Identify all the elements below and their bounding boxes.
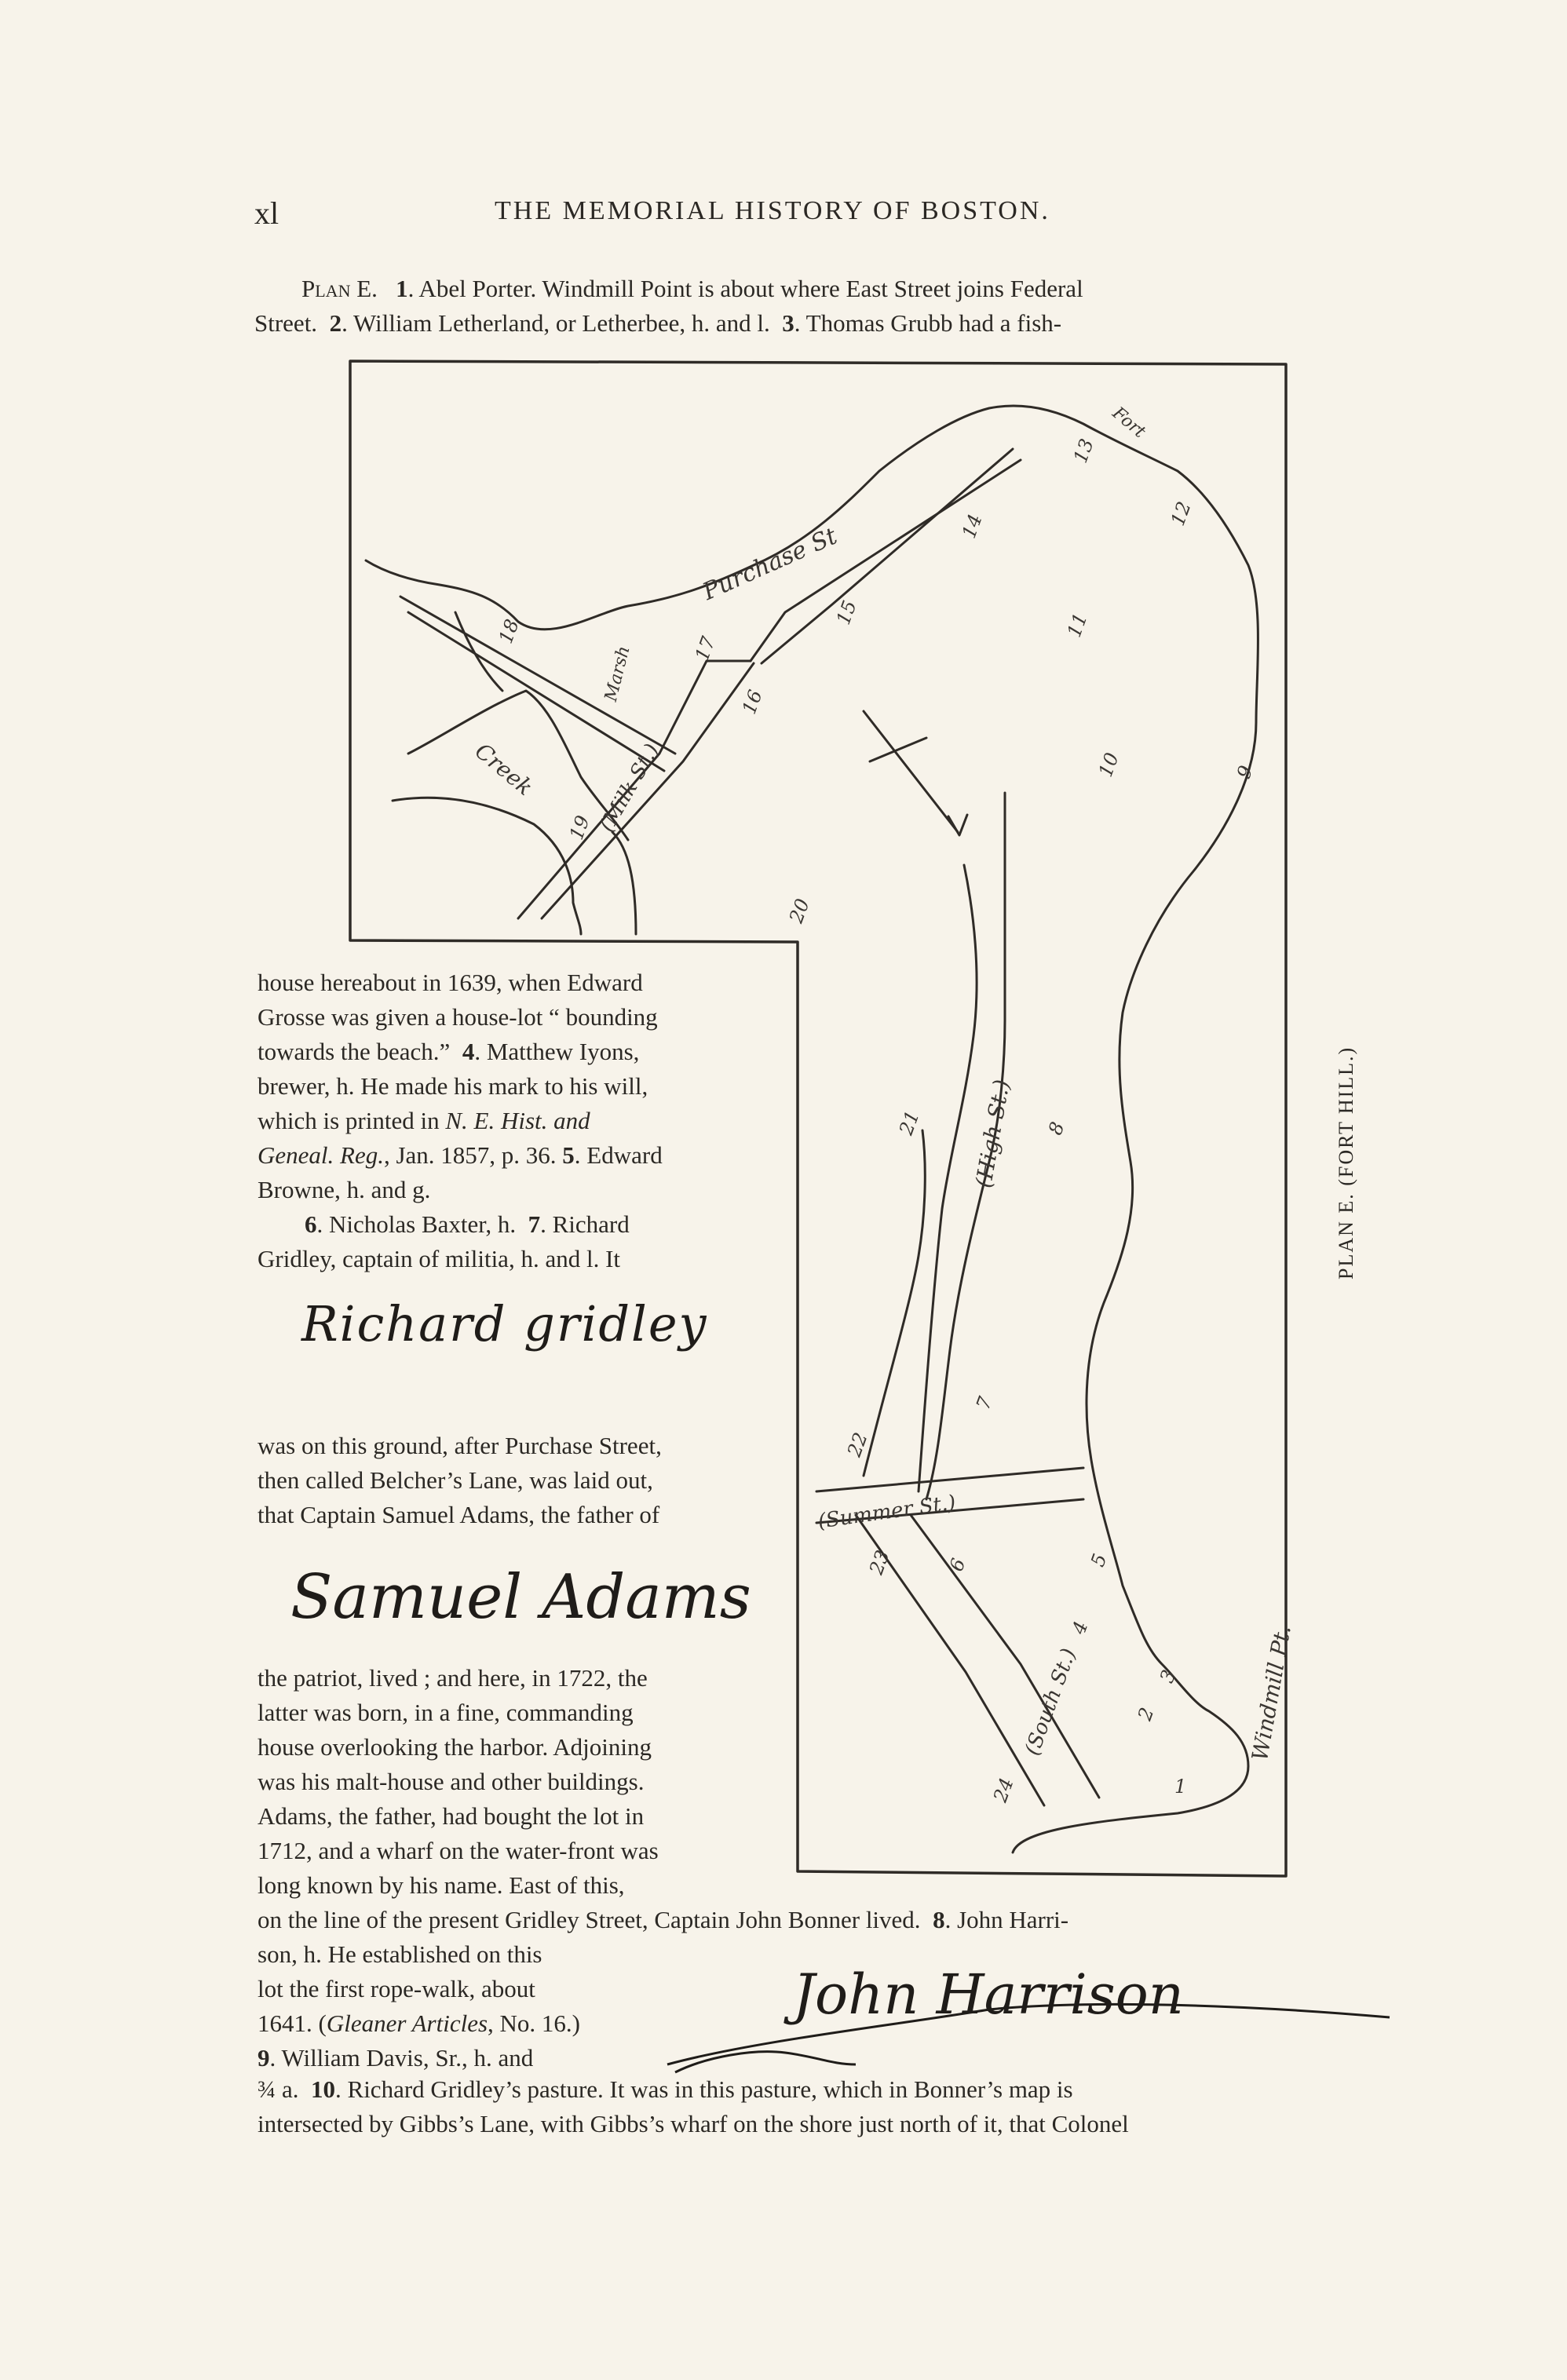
map-number: 8 (1044, 1119, 1069, 1138)
running-head: THE MEMORIAL HISTORY OF BOSTON. (495, 196, 1050, 225)
high-street-line-1 (919, 865, 977, 1491)
text-line: house overlooking the harbor. Adjoining (258, 1733, 652, 1761)
citation-title: Gleaner Articles (326, 2009, 488, 2037)
intro-text: . William Letherland, or Letherbee, h. and l. (342, 309, 776, 337)
map-label-high-st: (High St.) (970, 1077, 1015, 1190)
text-line (258, 1104, 590, 1138)
text-line (258, 1138, 663, 1173)
entry-number: 8 (933, 1906, 945, 1933)
map-number: 13 (1069, 436, 1098, 466)
intro-text: . Thomas Grubb had a fish- (794, 309, 1062, 337)
text-line: Browne, h. and g. (258, 1176, 431, 1203)
text-line: was on this ground, after Purchase Street, (258, 1432, 662, 1459)
entry-number: 2 (329, 309, 342, 337)
map-number: 3 (1156, 1666, 1181, 1686)
text-span: . Richard (540, 1210, 630, 1238)
map-label-purchase-st: Purchase St (699, 522, 842, 606)
map-number: 20 (785, 896, 814, 926)
text-span: . Nicholas Baxter, h. (316, 1210, 522, 1238)
text-line: Gridley, captain of militia, h. and l. It (258, 1245, 621, 1272)
entry-number: 4 (462, 1038, 475, 1065)
entry-number: 6 (305, 1210, 317, 1238)
text-line (258, 1903, 1068, 1937)
map-number: 2 (1134, 1704, 1159, 1724)
creek-branch-2 (612, 832, 636, 934)
map-label-south-st: (South St.) (1021, 1645, 1081, 1759)
text-span: ¾ a. (258, 2075, 305, 2103)
text-span: . William Davis, Sr., h. and (269, 2044, 534, 2072)
text-line (258, 1035, 639, 1069)
map-number: 17 (691, 633, 720, 664)
signature-richard-gridley: Richard gridley (301, 1295, 708, 1352)
text-line: that Captain Samuel Adams, the father of (258, 1501, 660, 1528)
column-text-upper (258, 966, 788, 1279)
map-label-marsh: Marsh (601, 644, 634, 704)
map-number: 4 (1068, 1618, 1093, 1637)
north-arrow (864, 711, 958, 832)
plan-caption: PLAN E. (FORT HILL.) (1335, 1046, 1357, 1279)
text-span: 1641. ( (258, 2009, 327, 2037)
north-arrow-cross (870, 738, 926, 761)
text-line: son, h. He established on this (258, 1940, 542, 1968)
full-width-line (258, 1903, 1404, 1937)
text-span: on the line of the present Gridley Street, Captain John Bonner lived. (258, 1906, 927, 1933)
creek-branch (393, 798, 581, 934)
intro-text: . Abel Porter. Windmill Point is about where East Street joins Federal (407, 275, 1083, 302)
plan-label: Plan E. (301, 275, 378, 302)
map-number: 24 (989, 1775, 1018, 1805)
summer-street-line-1 (816, 1468, 1083, 1491)
text-line: lot the first rope-walk, about (258, 1975, 535, 2002)
text-span: . Richard Gridley’s pasture. It was in this pasture, which in Bonner’s map is (335, 2075, 1073, 2103)
citation-title: N. E. Hist. and (445, 1107, 590, 1134)
text-line (258, 2041, 533, 2075)
map-label-windmill-pt: Windmill Pt. (1247, 1623, 1296, 1763)
text-line: 1712, and a wharf on the water-front was (258, 1837, 659, 1864)
milk-street-line-2 (542, 663, 754, 918)
map-label-summer-st: (Summer St.) (816, 1491, 958, 1534)
map-number: 16 (738, 687, 767, 717)
text-span: . Edward (574, 1141, 663, 1169)
text-line: brewer, h. He made his mark to his will, (258, 1072, 648, 1100)
map-number: 6 (945, 1555, 970, 1575)
text-span: , Jan. 1857, p. 36. (383, 1141, 563, 1169)
signature-john-harrison: John Harrison (793, 1962, 1184, 2027)
map-number: 5 (1087, 1550, 1112, 1570)
map-number: 1 (1174, 1776, 1187, 1798)
entry-number: 10 (311, 2075, 336, 2103)
page-number: xl (254, 195, 279, 231)
map-label-fort: Fort (1108, 403, 1149, 443)
road-diagonal-1 (400, 597, 675, 754)
text-line (258, 2006, 580, 2041)
map-number: 15 (832, 597, 861, 628)
text-span: towards the beach.” (258, 1038, 457, 1065)
map-number: 18 (495, 616, 524, 647)
text-line: intersected by Gibbs’s Lane, with Gibbs’s wharf on the shore just north of it, that Colonel (258, 2110, 1129, 2137)
text-line: latter was born, in a fine, commanding (258, 1699, 634, 1726)
signature-samuel-adams: Samuel Adams (290, 1562, 751, 1633)
text-span: . Matthew Iyons, (474, 1038, 640, 1065)
map-label-creek: Creek (469, 738, 539, 801)
entry-number: 5 (562, 1141, 575, 1169)
map-number: 7 (972, 1393, 997, 1413)
column-text-lower (258, 1661, 788, 1904)
map-label-milk-st: (Milk St.) (595, 739, 665, 836)
entry-number: 7 (528, 1210, 541, 1238)
map-number: 12 (1167, 498, 1196, 529)
map-number: 23 (865, 1547, 894, 1578)
text-line: was his malt-house and other buildings. (258, 1768, 645, 1795)
text-span: . John Harri- (944, 1906, 1069, 1933)
text-line (258, 2072, 1073, 2107)
road-diagonal-2 (408, 612, 664, 771)
text-line: the patriot, lived ; and here, in 1722, the (258, 1664, 648, 1692)
map-number: 22 (843, 1429, 872, 1460)
map-number: 10 (1094, 750, 1123, 780)
map-number: 14 (958, 511, 987, 542)
text-line: Adams, the father, had bought the lot in (258, 1802, 645, 1830)
entry-number: 1 (396, 275, 408, 302)
text-line: then called Belcher’s Lane, was laid out, (258, 1466, 653, 1494)
map-number: 21 (895, 1108, 924, 1138)
high-street-line-3 (864, 1130, 925, 1476)
map-number: 19 (565, 812, 594, 843)
column-text-middle (258, 1429, 788, 1539)
text-span: , No. 16.) (488, 2009, 580, 2037)
intro-text: Street. (254, 309, 323, 337)
text-line: house hereabout in 1639, when Edward (258, 969, 643, 996)
map-number: 9 (1233, 762, 1258, 782)
text-line (305, 1207, 630, 1242)
entry-number: 9 (258, 2044, 270, 2072)
text-line: Grosse was given a house-lot “ bounding (258, 1003, 658, 1031)
map-number: 11 (1063, 610, 1092, 641)
closing-text (258, 2072, 1404, 2143)
citation-title: Geneal. Reg. (258, 1141, 384, 1169)
text-span: which is printed in (258, 1107, 446, 1134)
narrow-text-block (258, 1937, 666, 2079)
entry-number: 3 (782, 309, 794, 337)
text-line: long known by his name. East of this, (258, 1871, 625, 1899)
